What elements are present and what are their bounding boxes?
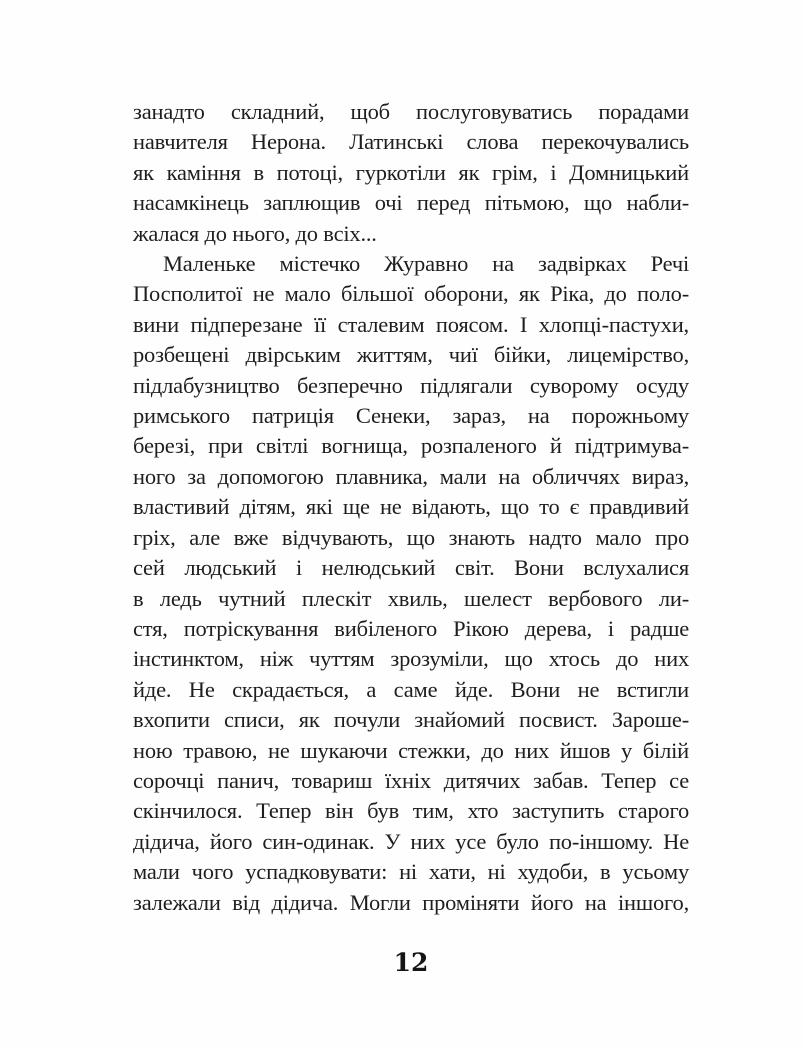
text-line: як каміння в потоці, гуркотіли як грім, і Домницький (133, 159, 689, 185)
text-line: стя, потріскування вибіленого Рікою дерева, і радше (133, 615, 689, 641)
text-line: Посполитої не мало більшої оборони, як Ріка, до поло- (133, 281, 689, 307)
paragraph (133, 249, 689, 918)
text-line: вини підперезане її сталевим поясом. І хлопці-пастухи, (133, 311, 689, 337)
text-line: дідича, його син-одинак. У них усе було по-іншому. Не (133, 828, 689, 854)
text-line: сей людський і нелюдський світ. Вони вслухалися (133, 555, 689, 581)
text-line: сорочці панич, товариш їхніх дитячих забав. Тепер се (133, 767, 689, 793)
text-line: вхопити списи, як почули знайомий посвист. Зароше- (133, 707, 689, 733)
text-line: залежали від дідича. Могли проміняти його на іншого, (133, 889, 689, 915)
text-line: мали чого успадковувати: ні хати, ні худоби, в усьому (133, 859, 689, 885)
page-number: 12 (393, 948, 429, 977)
text-line: скінчилося. Тепер він був тим, хто заступить старого (133, 798, 689, 824)
text-line: властивий дітям, які ще не відають, що то є правдивий (133, 494, 689, 520)
text-line: римського патриція Сенеки, зараз, на порожньому (133, 403, 689, 429)
text-line: навчителя Нерона. Латинські слова перекочувались (133, 129, 689, 155)
text-line: жалася до нього, до всіх... (133, 220, 377, 246)
text-line: насамкінець заплющив очі перед пітьмою, що набли- (133, 190, 689, 216)
paragraph (133, 97, 689, 249)
text-line: Маленьке містечко Журавно на задвірках Речі (163, 251, 689, 277)
text-line: ною травою, не шукаючи стежки, до них йшов у білій (133, 737, 689, 763)
text-line: занадто складний, щоб послуговуватись порадами (133, 99, 689, 124)
text-line: березі, при світлі вогнища, розпаленого й підтримува- (133, 433, 689, 459)
text-line: розбещені двірським життям, чиї бійки, лицемірство, (133, 342, 689, 368)
text-block (133, 97, 689, 918)
text-line: в ледь чутний плескіт хвиль, шелест вербового ли- (133, 585, 689, 611)
text-line: підлабузництво безперечно підлягали суворому осуду (133, 372, 689, 398)
text-line: гріх, але вже відчувають, що знають надто мало про (133, 524, 689, 550)
text-line: ного за допомогою плавника, мали на обличчях вираз, (133, 463, 689, 489)
text-line: йде. Не скрадається, а саме йде. Вони не встигли (133, 676, 689, 702)
text-line: інстинктом, ніж чуттям зрозуміли, що хтось до них (133, 646, 689, 672)
